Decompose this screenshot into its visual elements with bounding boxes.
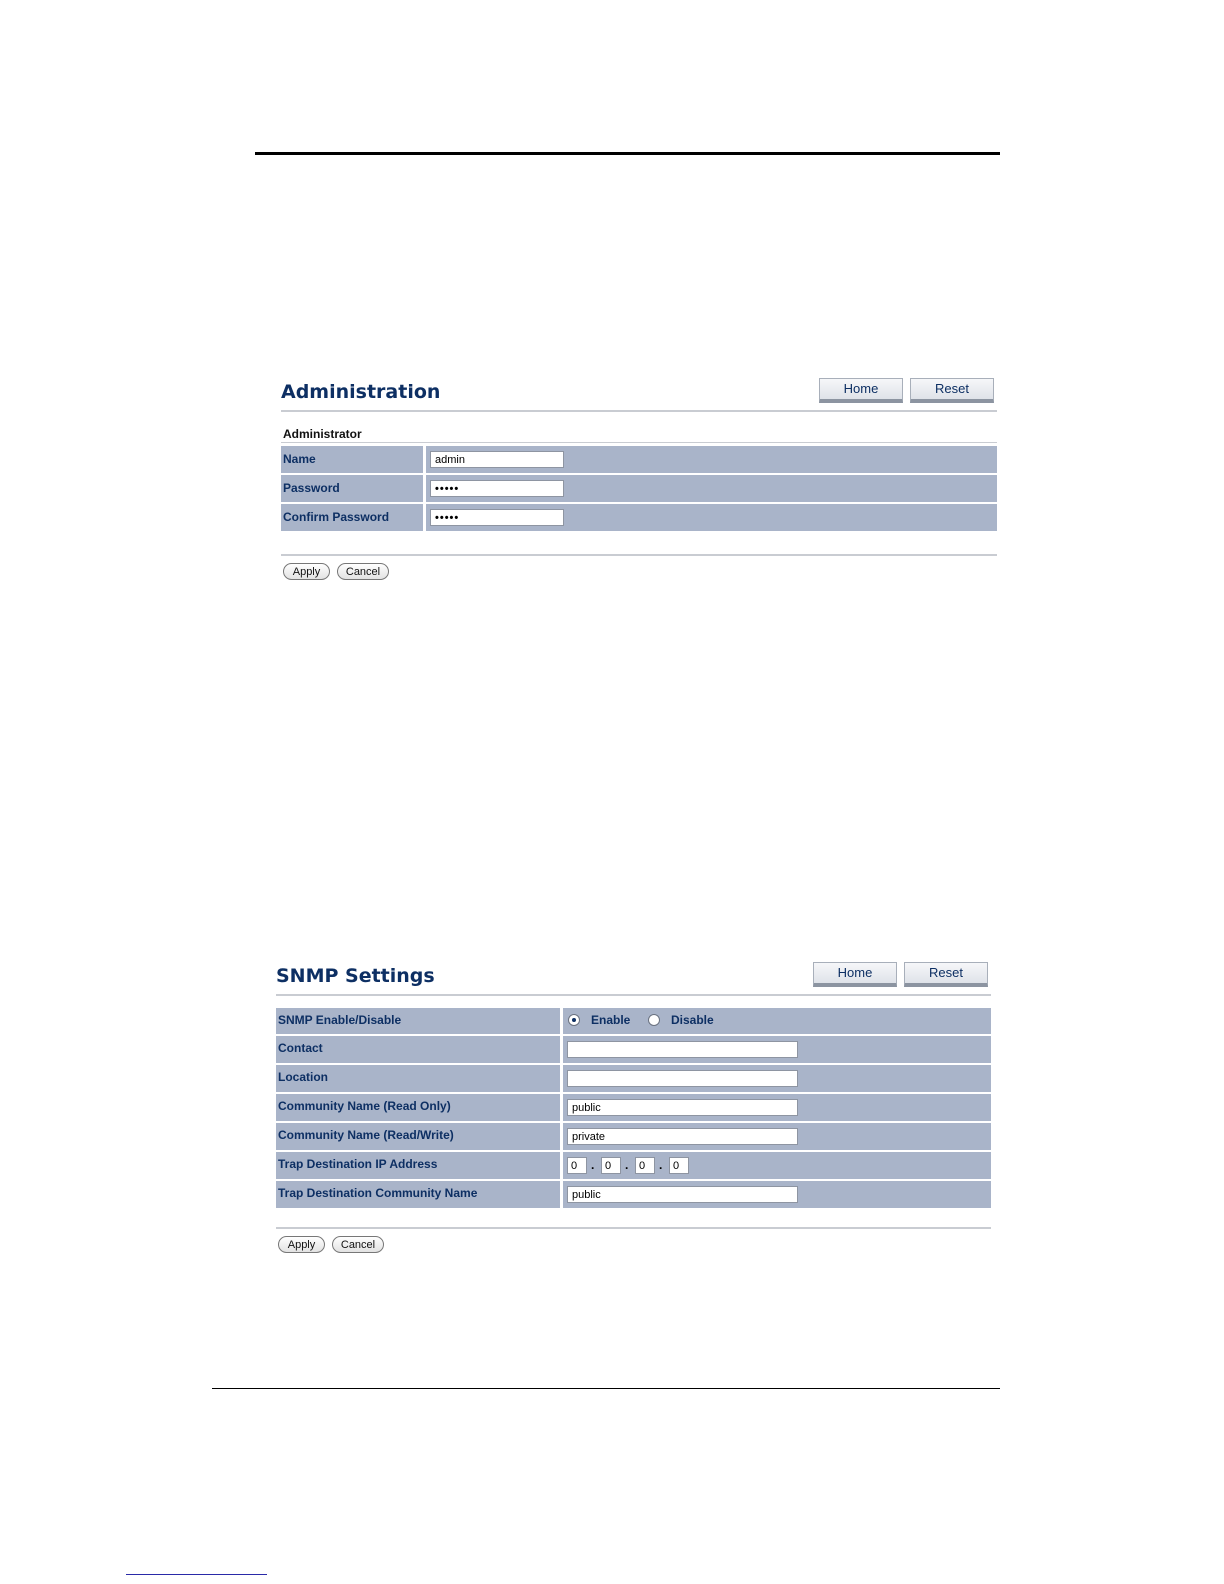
contact-input[interactable] xyxy=(567,1041,798,1058)
trap-ip-octet-1[interactable] xyxy=(567,1157,587,1174)
form-footer-divider xyxy=(276,1227,991,1229)
enable-radio-label: Enable xyxy=(591,1013,631,1027)
column-separator xyxy=(423,446,426,473)
contact-label: Contact xyxy=(278,1041,323,1055)
cancel-button[interactable]: Cancel xyxy=(332,1236,384,1253)
community-read-only-label: Community Name (Read Only) xyxy=(278,1099,451,1113)
column-separator xyxy=(560,1008,563,1034)
home-button[interactable]: Home xyxy=(813,962,897,987)
page-title: Administration xyxy=(281,381,441,403)
confirm-password-label: Confirm Password xyxy=(283,510,390,524)
trap-ip-octet-3[interactable] xyxy=(635,1157,655,1174)
administration-panel xyxy=(281,376,997,586)
community-read-write-label: Community Name (Read/Write) xyxy=(278,1128,454,1142)
page-title: SNMP Settings xyxy=(276,965,435,987)
column-separator xyxy=(560,1181,563,1208)
enable-radio[interactable] xyxy=(568,1014,580,1026)
column-separator xyxy=(423,475,426,502)
password-input[interactable] xyxy=(430,480,564,497)
community-read-write-row xyxy=(276,1123,991,1150)
apply-button[interactable]: Apply xyxy=(283,563,330,580)
trap-ip-octet-2[interactable] xyxy=(601,1157,621,1174)
ip-separator: . xyxy=(659,1158,663,1172)
confirm-password-input[interactable] xyxy=(430,509,564,526)
bottom-rule xyxy=(212,1388,1000,1389)
reset-button[interactable]: Reset xyxy=(910,378,994,403)
home-button[interactable]: Home xyxy=(819,378,903,403)
apply-button[interactable]: Apply xyxy=(278,1236,325,1253)
community-read-only-input[interactable] xyxy=(567,1099,798,1116)
trap-community-row xyxy=(276,1181,991,1208)
name-input[interactable] xyxy=(430,451,564,468)
contact-row xyxy=(276,1036,991,1063)
section-divider xyxy=(281,442,997,443)
reset-button[interactable]: Reset xyxy=(904,962,988,987)
trap-community-label: Trap Destination Community Name xyxy=(278,1186,478,1200)
disable-radio-label: Disable xyxy=(671,1013,714,1027)
password-row xyxy=(281,475,997,502)
section-label: Administrator xyxy=(283,427,362,441)
trap-ip-row xyxy=(276,1152,991,1179)
disable-radio[interactable] xyxy=(648,1014,660,1026)
community-read-write-input[interactable] xyxy=(567,1128,798,1145)
column-separator xyxy=(560,1065,563,1092)
column-separator xyxy=(423,504,426,531)
name-label: Name xyxy=(283,452,316,466)
column-separator xyxy=(560,1094,563,1121)
column-separator xyxy=(560,1036,563,1063)
confirm-password-row xyxy=(281,504,997,531)
name-row xyxy=(281,446,997,473)
trap-community-input[interactable] xyxy=(567,1186,798,1203)
snmp-enable-label: SNMP Enable/Disable xyxy=(278,1013,402,1027)
top-rule xyxy=(255,152,1000,155)
snmp-enable-row xyxy=(276,1008,991,1034)
location-label: Location xyxy=(278,1070,328,1084)
password-label: Password xyxy=(283,481,340,495)
location-input[interactable] xyxy=(567,1070,798,1087)
trap-ip-octet-4[interactable] xyxy=(669,1157,689,1174)
column-separator xyxy=(560,1152,563,1179)
community-read-only-row xyxy=(276,1094,991,1121)
trap-ip-label: Trap Destination IP Address xyxy=(278,1157,438,1171)
title-divider xyxy=(281,410,997,412)
form-footer-divider xyxy=(281,554,997,556)
snmp-panel xyxy=(276,960,991,1260)
title-divider xyxy=(276,994,991,996)
column-separator xyxy=(560,1123,563,1150)
location-row xyxy=(276,1065,991,1092)
ip-separator: . xyxy=(625,1158,629,1172)
cancel-button[interactable]: Cancel xyxy=(337,563,389,580)
ip-separator: . xyxy=(591,1158,595,1172)
footer-link-underline xyxy=(126,1574,267,1575)
